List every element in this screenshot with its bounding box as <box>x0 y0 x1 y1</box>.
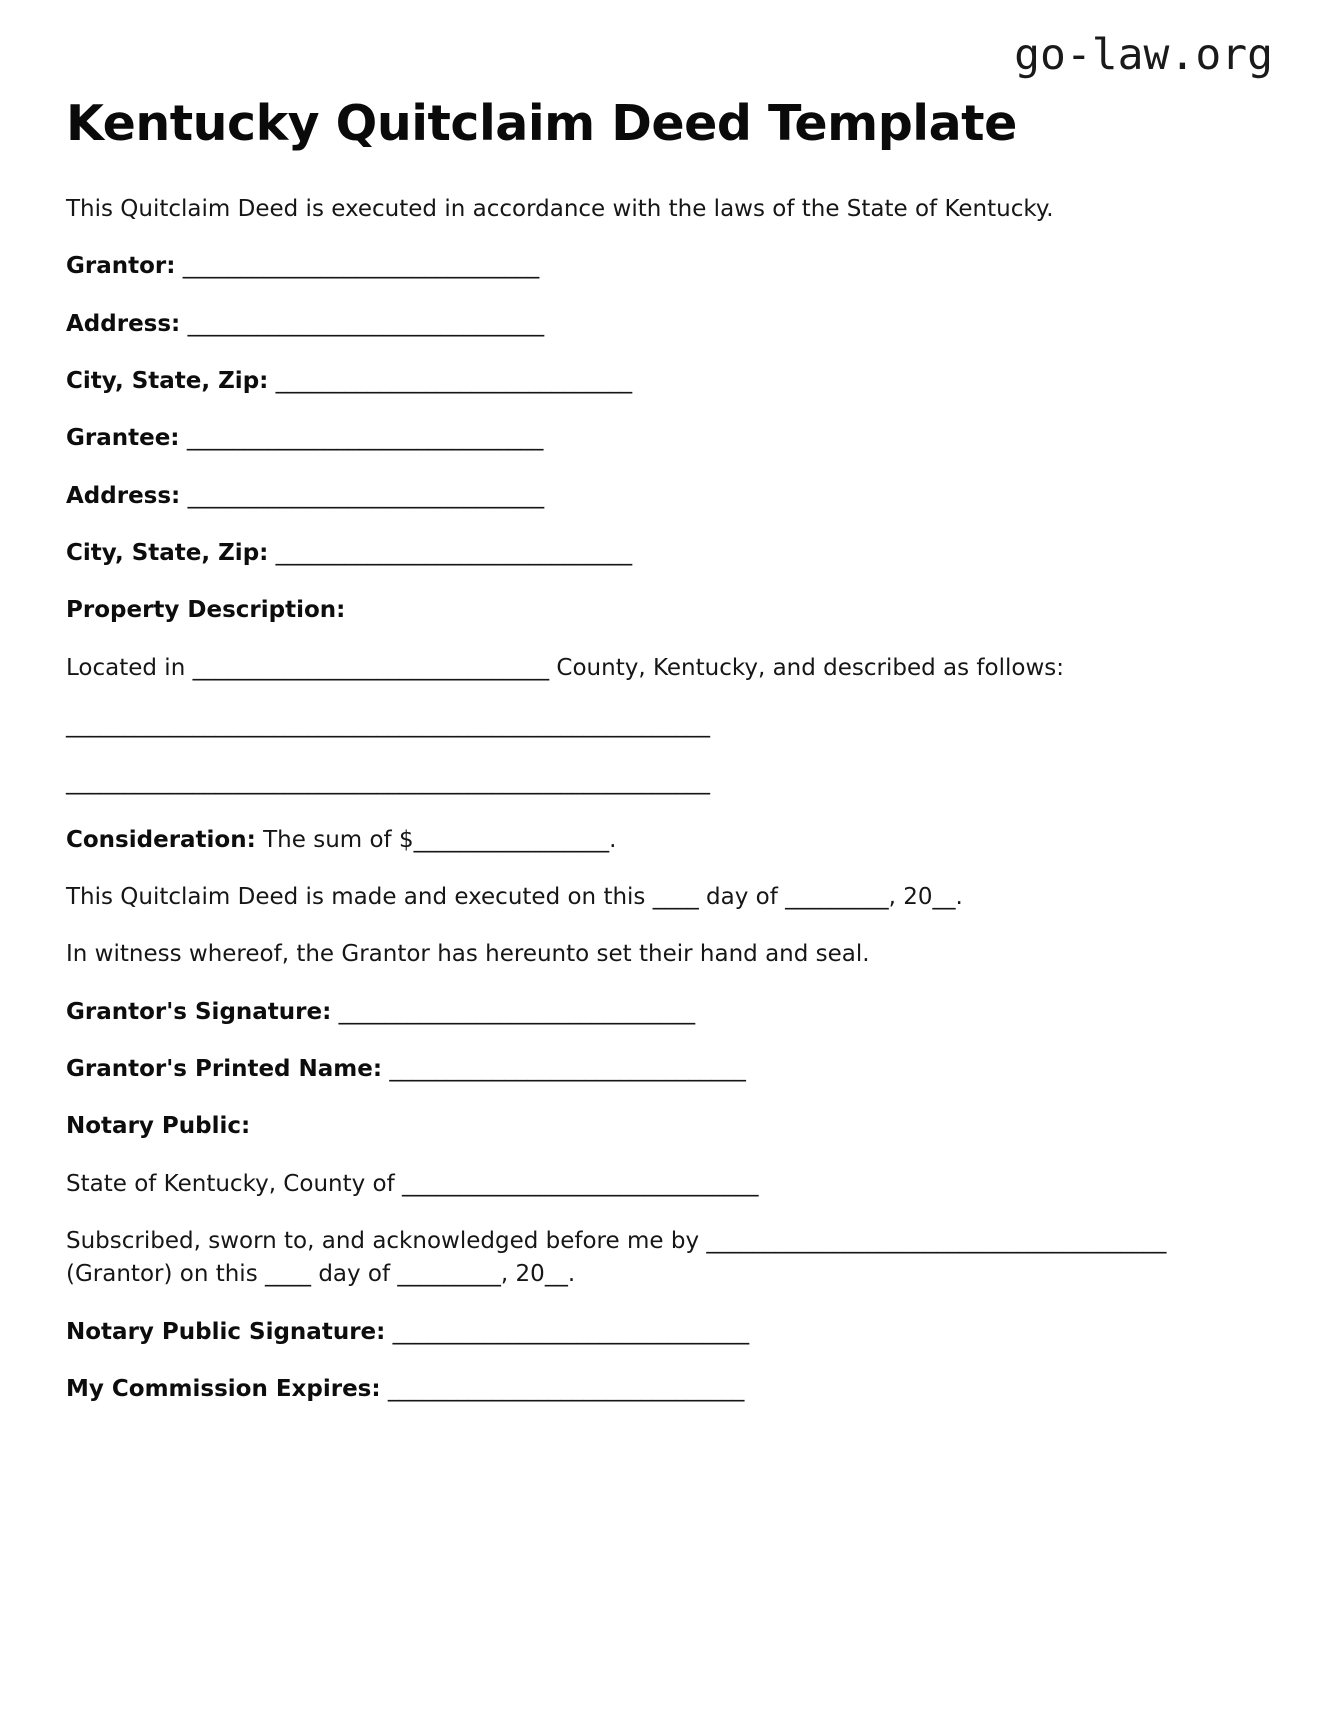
grantor-signature-blank-line: _______________________________ <box>338 998 696 1025</box>
property-description-heading <box>66 594 1273 627</box>
commission-expires-label: My Commission Expires: <box>66 1376 381 1403</box>
notary-county-row <box>66 1168 1273 1201</box>
notary-state-prefix: State of Kentucky, County of <box>66 1170 395 1197</box>
grantor-printed-name-blank-line: _______________________________ <box>389 1056 746 1083</box>
notary-ack-year-blank: __ <box>544 1261 568 1288</box>
consideration-row <box>66 824 1273 857</box>
execution-prefix: This Quitclaim Deed is made and executed on this <box>66 884 646 911</box>
grantor-blank-line: _______________________________ <box>182 253 540 280</box>
notary-ack-period: . <box>567 1261 576 1288</box>
grantee-label: Grantee: <box>66 425 180 452</box>
grantor-printed-name-row <box>66 1053 1273 1086</box>
execution-day-of: day of <box>706 884 778 911</box>
commission-expires-blank-line: _______________________________ <box>387 1376 745 1403</box>
consideration-text: The sum of $ <box>263 826 414 853</box>
property-blank-line-2: ________________________________________________________ <box>66 769 710 796</box>
grantor-address-label: Address: <box>66 310 181 337</box>
notary-ack-year-prefix: , 20 <box>500 1261 545 1288</box>
property-blank-row-2 <box>66 766 1273 799</box>
property-blank-row-1 <box>66 709 1273 742</box>
notary-county-blank-line: _______________________________ <box>402 1170 759 1197</box>
grantor-printed-name-label: Grantor's Printed Name: <box>66 1056 383 1083</box>
located-in-prefix: Located in <box>66 654 186 681</box>
grantor-signature-row <box>66 996 1273 1029</box>
grantor-city-label: City, State, Zip: <box>66 367 269 394</box>
notary-signature-row <box>66 1316 1273 1349</box>
execution-year-prefix: , 20 <box>888 884 933 911</box>
site-watermark: go-law.org <box>1014 30 1273 80</box>
grantee-address-row <box>66 480 1273 513</box>
consideration-label: Consideration: <box>66 826 256 853</box>
consideration-period: . <box>609 826 617 853</box>
execution-year-blank: __ <box>932 884 956 911</box>
notary-signature-label: Notary Public Signature: <box>66 1318 386 1345</box>
notary-public-label: Notary Public: <box>66 1113 251 1140</box>
property-description-label: Property Description: <box>66 597 346 624</box>
located-in-row <box>66 652 1273 685</box>
grantee-row <box>66 422 1273 455</box>
grantee-city-label: City, State, Zip: <box>66 539 269 566</box>
grantee-blank-line: _______________________________ <box>186 425 544 452</box>
notary-acknowledgment-paragraph <box>66 1225 1273 1292</box>
property-blank-line-1: ________________________________________________________ <box>66 711 710 738</box>
notary-ack-line2-prefix: (Grantor) on this <box>66 1261 258 1288</box>
notary-ack-name-blank: ________________________________________ <box>706 1228 1167 1255</box>
witness-paragraph: In witness whereof, the Grantor has hereunto set their hand and seal. <box>66 941 870 968</box>
grantor-city-row <box>66 365 1273 398</box>
grantor-row <box>66 250 1273 283</box>
commission-expires-row <box>66 1373 1273 1406</box>
grantee-address-label: Address: <box>66 482 181 509</box>
grantor-city-blank-line: _______________________________ <box>275 367 633 394</box>
execution-month-blank: _________ <box>785 884 889 911</box>
grantor-label: Grantor: <box>66 253 176 280</box>
notary-ack-month-blank: _________ <box>397 1261 501 1288</box>
page-title: Kentucky Quitclaim Deed Template <box>66 95 1017 152</box>
notary-signature-blank-line: _______________________________ <box>392 1318 750 1345</box>
grantor-address-blank-line: _______________________________ <box>187 310 545 337</box>
execution-day-blank: ____ <box>652 884 699 911</box>
grantee-city-blank-line: _______________________________ <box>275 539 633 566</box>
notary-ack-line1: Subscribed, sworn to, and acknowledged before me by <box>66 1228 700 1255</box>
execution-period: . <box>955 884 963 911</box>
grantor-signature-label: Grantor's Signature: <box>66 998 332 1025</box>
located-in-suffix: County, Kentucky, and described as follows: <box>556 654 1065 681</box>
grantee-address-blank-line: _______________________________ <box>187 482 545 509</box>
grantor-address-row <box>66 308 1273 341</box>
county-blank-line: _______________________________ <box>192 654 550 681</box>
consideration-amount-blank: _________________ <box>413 826 610 853</box>
notary-public-heading <box>66 1110 1273 1143</box>
notary-ack-day-of: day of <box>318 1261 391 1288</box>
grantee-city-row <box>66 537 1273 570</box>
execution-date-row <box>66 881 1273 914</box>
notary-ack-day-blank: ____ <box>265 1261 311 1288</box>
intro-paragraph: This Quitclaim Deed is executed in accordance with the laws of the State of Kentucky. <box>66 195 1054 222</box>
